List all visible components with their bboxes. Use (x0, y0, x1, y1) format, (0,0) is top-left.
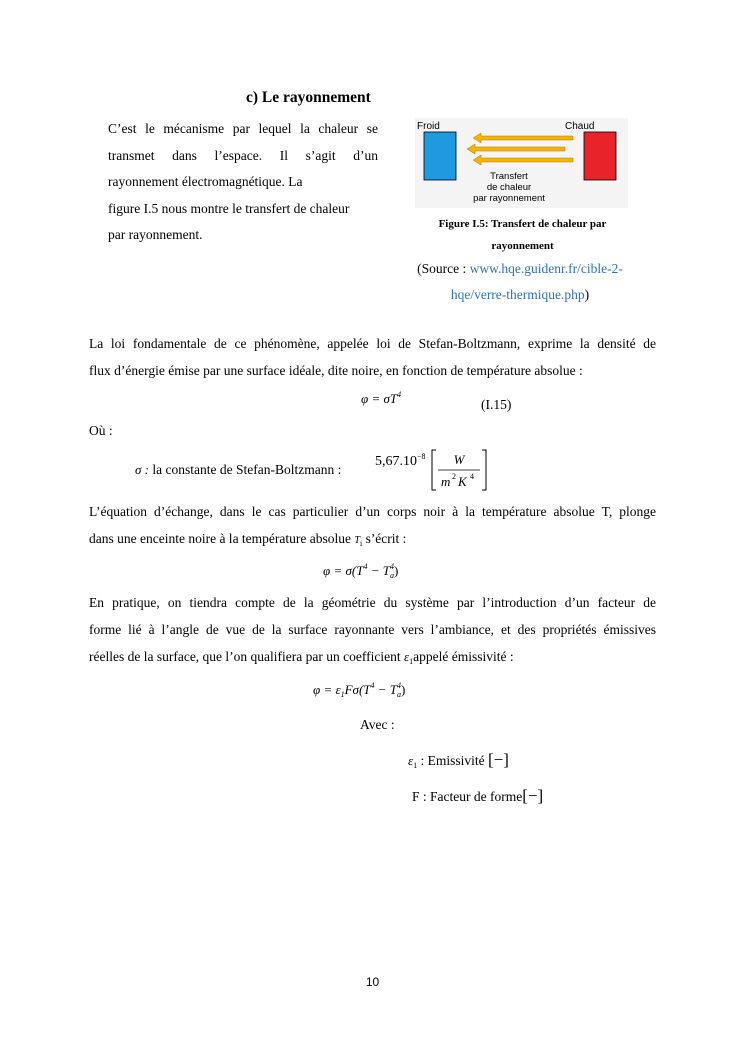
sigma-symbol: σ : (135, 462, 149, 477)
caption-line: rayonnement (491, 240, 554, 252)
paragraph-line: forme lié à l’angle de vue de la surface rayonnante vers l’ambiance, et des propriétés émissives (89, 622, 656, 637)
figure-source (395, 256, 645, 308)
unit-m-exp: 2 (452, 472, 456, 481)
definition-form-factor: F : Facteur de forme[−] (412, 786, 544, 805)
sigma-definition (135, 462, 341, 478)
sigma-text: la constante de Stefan-Boltzmann : (149, 462, 342, 477)
intro-line: figure I.5 nous montre le transfert de chaleur (108, 200, 350, 216)
paragraph-practice (89, 589, 656, 670)
sigma-value (375, 454, 426, 470)
transfer-label: de chaleur (486, 182, 532, 193)
paragraph-line: En pratique, on tiendra compte de la géométrie du système par l’introduction d’un facteur de (89, 595, 656, 610)
paragraph-stefan-law (89, 330, 656, 384)
cold-label: Froid (417, 121, 440, 132)
intro-line: par rayonnement. (108, 227, 203, 242)
page-number: 10 (365, 975, 380, 989)
intro-paragraph (108, 116, 378, 249)
source-suffix: ) (584, 287, 590, 302)
sigma-number: 5,67.10 (375, 454, 417, 469)
paragraph-line: La loi fondamentale de ce phénomène, appelée loi de Stefan-Boltzmann, exprime la densité de (89, 336, 656, 351)
equation-stefan (361, 391, 401, 407)
eq-exp: 4 (397, 390, 402, 399)
intro-line: C’est le mécanisme par lequel la chaleur se (108, 121, 378, 136)
transfer-label: Transfert (490, 171, 528, 182)
cold-body (424, 132, 456, 180)
section-heading: c) Le rayonnement (246, 89, 371, 106)
sigma-exponent: −8 (417, 452, 426, 461)
equation-number: (I.15) (481, 397, 512, 412)
paragraph-line: flux d’énergie émise par une surface idéale, dite noire, en fonction de température absolue : (89, 363, 583, 378)
unit-m: m (441, 474, 451, 489)
equation-exchange: $\varphi = \sigma(T^4 - T_a^4)$ (323, 562, 399, 580)
sigma-unit (430, 448, 488, 492)
intro-line: transmet dans l’espace. Il s’agit d’un (108, 147, 378, 163)
ou-label: Où : (89, 423, 113, 438)
heat-arrows (467, 133, 573, 165)
intro-line: rayonnement électromagnétique. La (108, 174, 303, 189)
unit-numerator: W (453, 452, 465, 467)
hot-label: Chaud (565, 121, 595, 132)
source-link[interactable]: www.hqe.guidenr.fr/cible-2- (469, 261, 623, 276)
figure-caption (405, 213, 640, 257)
hot-body (584, 132, 616, 180)
paragraph-line: L’équation d’échange, dans le cas particulier d’un corps noir à la température absolue T, plonge (89, 504, 656, 519)
eq-part: φ = σT (361, 391, 398, 406)
transfer-label: par rayonnement (473, 193, 545, 204)
equation-emissivity: $\varphi = \varepsilon_1F\sigma(T^4 - T_a^4)$ (313, 681, 406, 699)
unit-k-exp: 4 (470, 472, 474, 481)
avec-label: Avec : (360, 717, 395, 732)
source-link[interactable]: hqe/verre-thermique.php (450, 287, 585, 302)
unit-k: K (458, 474, 467, 489)
definition-emissivity: $\varepsilon_1$ : Emissivité [−] (408, 750, 509, 770)
paragraph-line: dans une enceinte noire à la température absolue $T_i$ s’écrit : (89, 531, 407, 548)
radiation-figure (415, 118, 628, 208)
source-prefix: (Source : (417, 261, 470, 276)
paragraph-line: réelles de la surface, que l’on qualifiera par un coefficient $\varepsilon_1appelé$ émissivité : (89, 649, 514, 666)
caption-line: Figure I.5: Transfert de chaleur par (438, 218, 607, 230)
paragraph-exchange (89, 498, 656, 552)
